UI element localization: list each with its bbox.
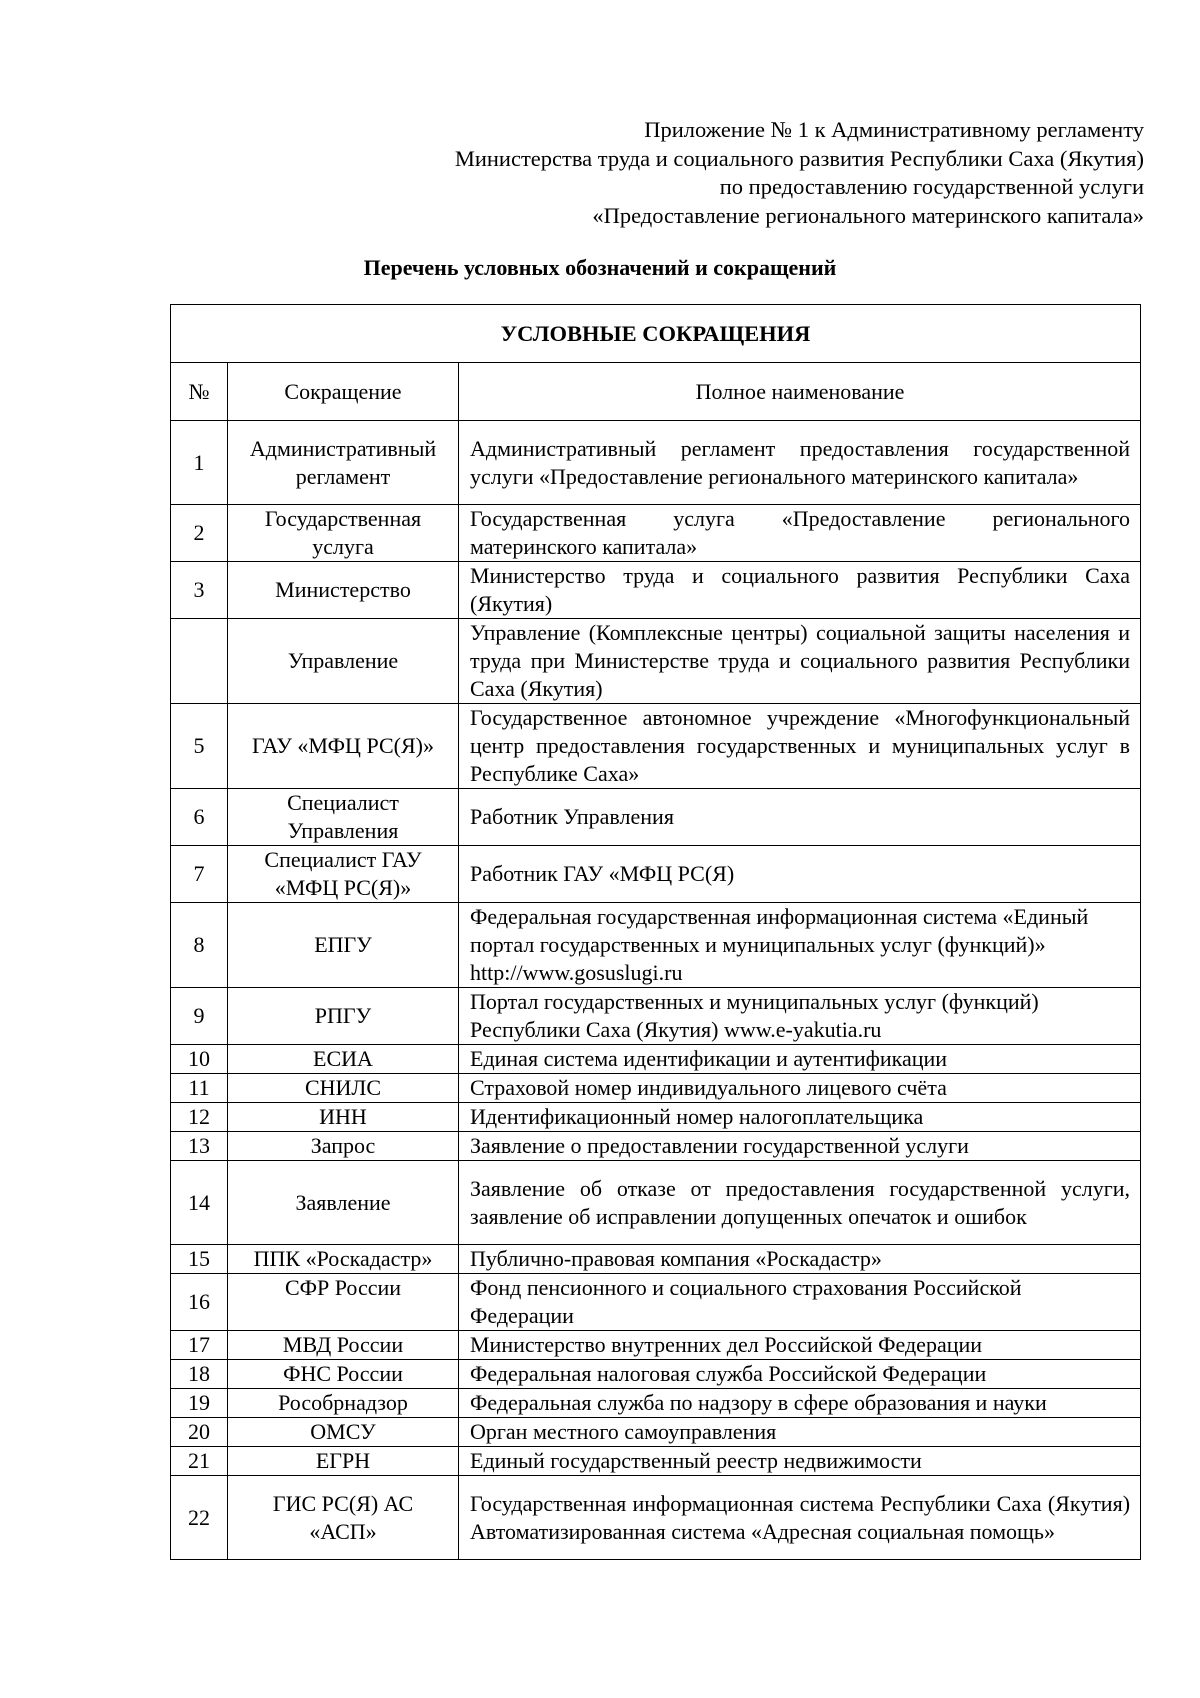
- row-abbreviation: ОМСУ: [228, 1418, 459, 1447]
- appendix-header-line-2: Министерства труда и социального развития Республики Саха (Якутия): [454, 145, 1144, 171]
- row-full-name: Орган местного самоуправления: [459, 1418, 1141, 1447]
- row-full-name: Государственная информационная система Республики Саха (Якутия) Автоматизированная система «Адресная социальная помощь»: [459, 1476, 1141, 1560]
- row-number: 21: [171, 1447, 228, 1476]
- table-row: [171, 1103, 1141, 1132]
- row-abbreviation: МВД России: [228, 1331, 459, 1360]
- row-abbreviation: ЕГРН: [228, 1447, 459, 1476]
- row-number: 12: [171, 1103, 228, 1132]
- row-number: 19: [171, 1389, 228, 1418]
- row-full-name: Публично-правовая компания «Роскадастр»: [459, 1245, 1141, 1274]
- row-full-name: Административный регламент предоставления государственной услуги «Предоставление регионального материнского капитала»: [459, 421, 1141, 505]
- row-abbreviation: Запрос: [228, 1132, 459, 1161]
- table-caption: УСЛОВНЫЕ СОКРАЩЕНИЯ: [171, 305, 1141, 363]
- row-full-name: Страховой номер индивидуального лицевого счёта: [459, 1074, 1141, 1103]
- row-abbreviation: Управление: [228, 619, 459, 704]
- row-full-name: Заявление о предоставлении государственной услуги: [459, 1132, 1141, 1161]
- row-abbreviation: СФР России: [228, 1274, 459, 1331]
- row-full-name: Идентификационный номер налогоплательщика: [459, 1103, 1141, 1132]
- row-abbreviation: РПГУ: [228, 988, 459, 1045]
- table-row: [171, 846, 1141, 903]
- table-row: [171, 1447, 1141, 1476]
- row-full-name: Федеральная государственная информационная система «Единый портал государственных и муниципальных услуг (функций)» http://www.gosuslugi.ru: [459, 903, 1141, 988]
- row-number: 6: [171, 789, 228, 846]
- table-row: [171, 1074, 1141, 1103]
- row-number: 11: [171, 1074, 228, 1103]
- table-header-row: [171, 363, 1141, 421]
- row-full-name: Работник ГАУ «МФЦ РС(Я): [459, 846, 1141, 903]
- table-row: [171, 1360, 1141, 1389]
- appendix-header-line-4: «Предоставление регионального материнского капитала»: [592, 202, 1144, 228]
- row-abbreviation: ФНС России: [228, 1360, 459, 1389]
- row-abbreviation: ГИС РС(Я) АС «АСП»: [228, 1476, 459, 1560]
- appendix-header-line-3: по предоставлению государственной услуги: [719, 174, 1144, 199]
- row-number: 7: [171, 846, 228, 903]
- row-number: 13: [171, 1132, 228, 1161]
- row-number: 14: [171, 1161, 228, 1245]
- table-row: [171, 1245, 1141, 1274]
- column-header-abbreviation: Сокращение: [228, 363, 459, 421]
- row-full-name: Единый государственный реестр недвижимости: [459, 1447, 1141, 1476]
- row-full-name: Министерство внутренних дел Российской Федерации: [459, 1331, 1141, 1360]
- row-abbreviation: ИНН: [228, 1103, 459, 1132]
- row-full-name: Министерство труда и социального развития Республики Саха (Якутия): [459, 562, 1141, 619]
- row-number: 8: [171, 903, 228, 988]
- table-row: [171, 789, 1141, 846]
- row-full-name: Единая система идентификации и аутентификации: [459, 1045, 1141, 1074]
- row-abbreviation: Министерство: [228, 562, 459, 619]
- table-row: [171, 562, 1141, 619]
- row-number: 15: [171, 1245, 228, 1274]
- table-row: [171, 1418, 1141, 1447]
- row-full-name: Заявление об отказе от предоставления государственной услуги, заявление об исправлении допущенных опечаток и ошибок: [459, 1161, 1141, 1245]
- row-abbreviation: Государственная услуга: [228, 505, 459, 562]
- table-row: [171, 1161, 1141, 1245]
- table-row: [171, 704, 1141, 789]
- table-row: [171, 421, 1141, 505]
- row-full-name: Управление (Комплексные центры) социальной защиты населения и труда при Министерстве труда и социального развития Республики Саха (Якутия): [459, 619, 1141, 704]
- row-abbreviation: ЕСИА: [228, 1045, 459, 1074]
- table-row: [171, 988, 1141, 1045]
- row-abbreviation: ГАУ «МФЦ РС(Я)»: [228, 704, 459, 789]
- row-number: 9: [171, 988, 228, 1045]
- row-full-name: Работник Управления: [459, 789, 1141, 846]
- table-row: [171, 1389, 1141, 1418]
- table-row: [171, 619, 1141, 704]
- row-abbreviation: Специалист Управления: [228, 789, 459, 846]
- row-full-name: Государственное автономное учреждение «Многофункциональный центр предоставления государственных и муниципальных услуг в Республике Саха»: [459, 704, 1141, 789]
- appendix-header-line-1: Приложение № 1 к Административному регламенту: [644, 117, 1144, 142]
- row-full-name: Федеральная служба по надзору в сфере образования и науки: [459, 1389, 1141, 1418]
- table-row: [171, 1331, 1141, 1360]
- table-row: [171, 1476, 1141, 1560]
- row-full-name: Государственная услуга «Предоставление регионального материнского капитала»: [459, 505, 1141, 562]
- table-caption-row: [171, 305, 1141, 363]
- row-abbreviation: Административный регламент: [228, 421, 459, 505]
- row-number: 10: [171, 1045, 228, 1074]
- row-full-name: Фонд пенсионного и социального страхования Российской Федерации: [459, 1274, 1141, 1331]
- table-row: [171, 505, 1141, 562]
- row-number: 2: [171, 505, 228, 562]
- table-row: [171, 1045, 1141, 1074]
- row-number: 17: [171, 1331, 228, 1360]
- row-abbreviation: СНИЛС: [228, 1074, 459, 1103]
- table-row: [171, 903, 1141, 988]
- row-number: 1: [171, 421, 228, 505]
- row-number: 18: [171, 1360, 228, 1389]
- row-full-name: Федеральная налоговая служба Российской Федерации: [459, 1360, 1141, 1389]
- row-abbreviation: Заявление: [228, 1161, 459, 1245]
- row-number: 3: [171, 562, 228, 619]
- row-number: 16: [171, 1274, 228, 1331]
- row-abbreviation: Рособрнадзор: [228, 1389, 459, 1418]
- row-number: 22: [171, 1476, 228, 1560]
- row-number: 20: [171, 1418, 228, 1447]
- column-header-full-name: Полное наименование: [459, 363, 1141, 421]
- row-number: [171, 619, 228, 704]
- table-row: [171, 1274, 1141, 1331]
- column-header-number: №: [171, 363, 228, 421]
- row-abbreviation: ППК «Роскадастр»: [228, 1245, 459, 1274]
- row-abbreviation: Специалист ГАУ «МФЦ РС(Я)»: [228, 846, 459, 903]
- appendix-header: [455, 116, 1144, 230]
- table-row: [171, 1132, 1141, 1161]
- row-number: 5: [171, 704, 228, 789]
- abbreviations-table: [170, 304, 1141, 1560]
- document-title: Перечень условных обозначений и сокращений: [363, 255, 837, 280]
- row-full-name: Портал государственных и муниципальных услуг (функций) Республики Саха (Якутия) www.e-yakutia.ru: [459, 988, 1141, 1045]
- row-abbreviation: ЕПГУ: [228, 903, 459, 988]
